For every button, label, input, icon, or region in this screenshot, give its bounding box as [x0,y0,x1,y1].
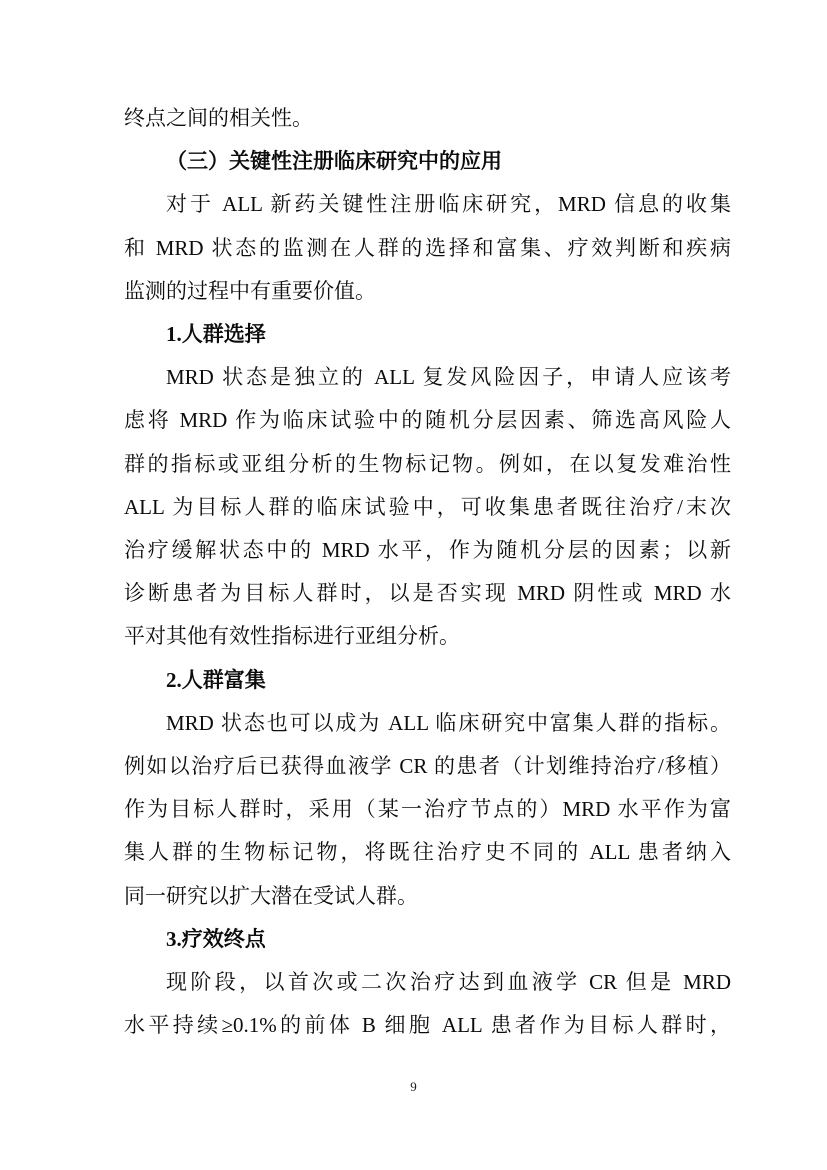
subsection-heading-1: 1.人群选择 [166,322,266,347]
text-line: 水平持续≥0.1%的前体 B 细胞 ALL 患者作为目标人群时， [124,1013,731,1038]
text-line: 虑将 MRD 作为临床试验中的随机分层因素、筛选高风险人 [124,408,731,433]
document-body [124,97,731,1047]
page-footer [0,1078,827,1096]
text-line: 平对其他有效性指标进行亚组分析。 [124,624,460,649]
text-line: 和 MRD 状态的监测在人群的选择和富集、疗效判断和疾病 [124,235,731,260]
section-heading-3: （三）关键性注册临床研究中的应用 [166,149,502,174]
text-line: 作为目标人群时，采用（某一治疗节点的）MRD 水平作为富 [124,797,731,822]
subsection-heading-2: 2.人群富集 [166,667,266,692]
text-line: 诊断患者为目标人群时，以是否实现 MRD 阴性或 MRD 水 [124,581,731,606]
text-line: 集人群的生物标记物，将既往治疗史不同的 ALL 患者纳入 [124,840,731,865]
text-line: 监测的过程中有重要价值。 [124,278,376,303]
text-line: 对于 ALL 新药关键性注册临床研究，MRD 信息的收集 [166,192,731,217]
text-line: MRD 状态是独立的 ALL 复发风险因子，申请人应该考 [166,365,731,390]
paragraph-tail-line: 终点之间的相关性。 [124,106,313,130]
text-line: 治疗缓解状态中的 MRD 水平，作为随机分层的因素；以新 [124,538,731,563]
text-line: 现阶段，以首次或二次治疗达到血液学 CR 但是 MRD [166,970,731,995]
text-line: ALL 为目标人群的临床试验中，可收集患者既往治疗/末次 [124,494,731,519]
page-number: 9 [410,1079,417,1094]
text-line: 群的指标或亚组分析的生物标记物。例如，在以复发难治性 [124,451,731,476]
subsection-heading-3: 3.疗效终点 [166,926,266,951]
text-line: 同一研究以扩大潜在受试人群。 [124,883,418,908]
text-line: 例如以治疗后已获得血液学 CR 的患者（计划维持治疗/移植） [124,754,731,779]
text-line: MRD 状态也可以成为 ALL 临床研究中富集人群的指标。 [166,710,731,735]
